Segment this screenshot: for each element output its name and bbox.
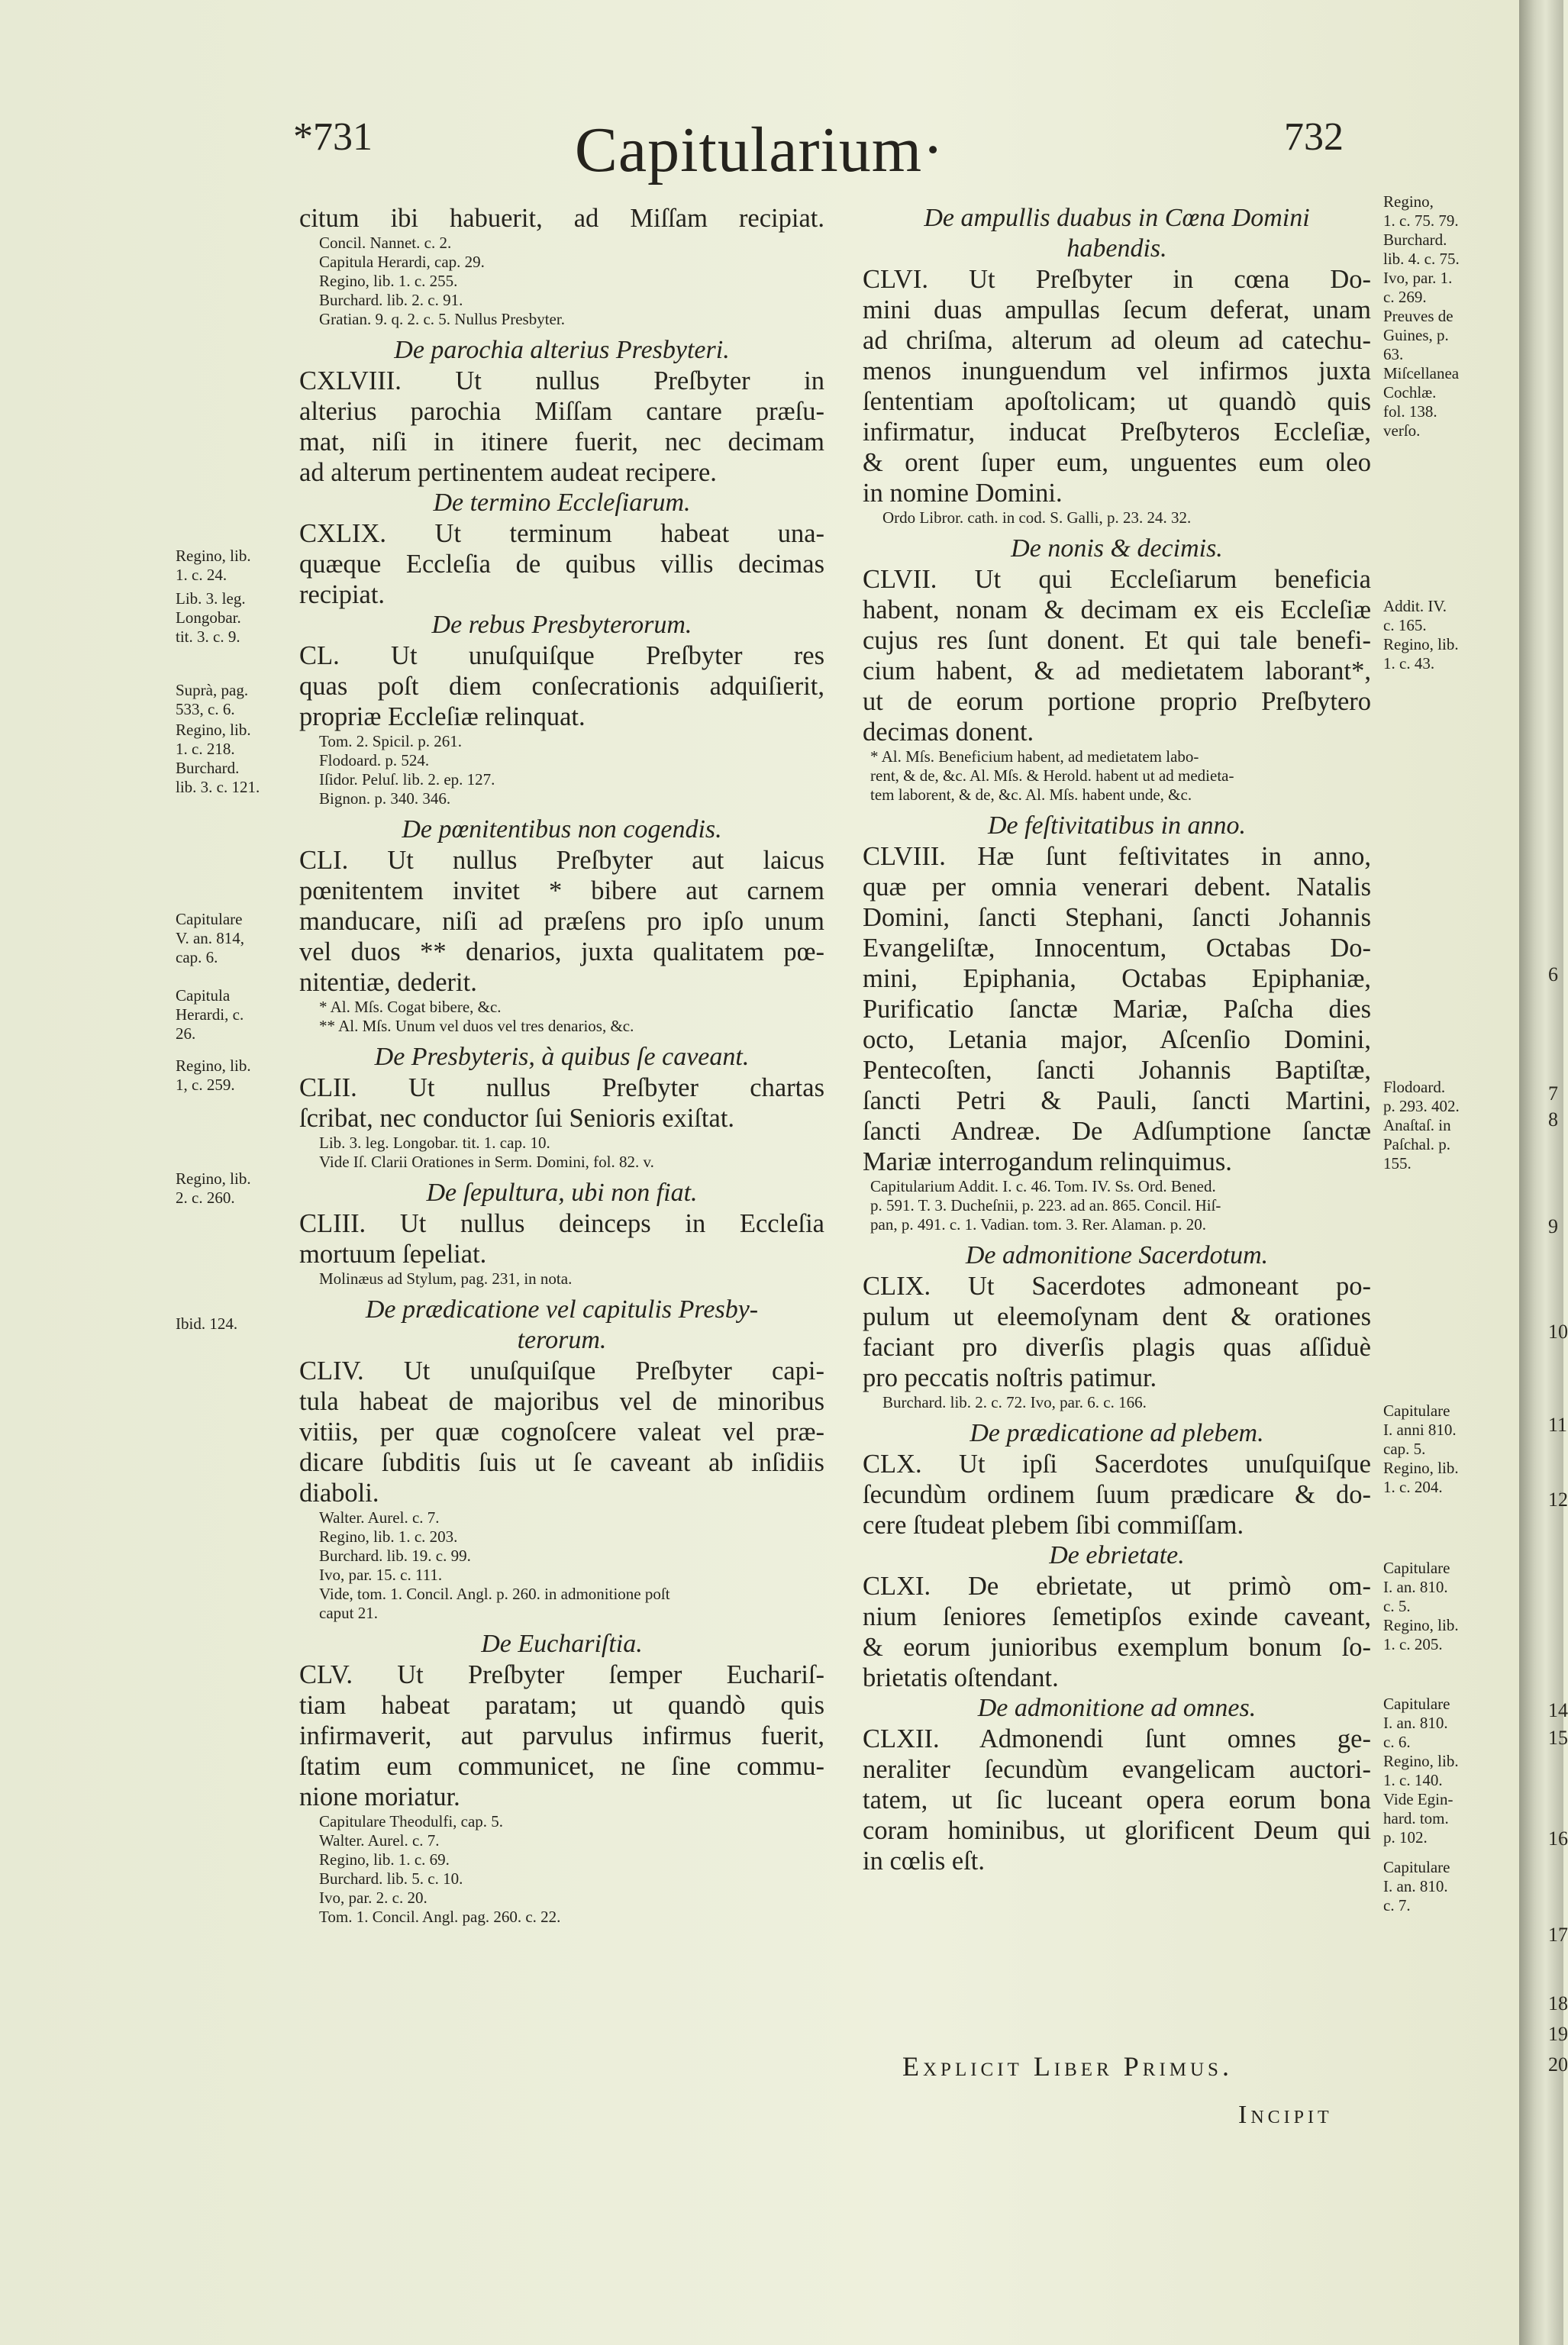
section-heading: De parochia alterius Presbyteri. xyxy=(394,336,730,364)
text-line: pœnitentem invitet * bibere aut carnem xyxy=(299,876,824,905)
citation-note: Regino, lib. 1. c. 203. xyxy=(319,1527,458,1546)
text-line: alterius parochia Miſſam cantare præſu- xyxy=(299,397,824,426)
margin-reference-line: 26. xyxy=(176,1024,196,1043)
text-line: recipiat. xyxy=(299,580,386,609)
text-line: & eorum junioribus exemplum bonum ſo- xyxy=(863,1633,1371,1662)
citation-note: Burchard. lib. 2. c. 72. Ivo, par. 6. c. 166. xyxy=(882,1393,1147,1411)
text-line: Pentecoſten, ſancti Johannis Baptiſtæ, xyxy=(863,1056,1371,1085)
margin-reference-line: I. an. 810. xyxy=(1383,1714,1448,1732)
citation-note: Burchard. lib. 19. c. 99. xyxy=(319,1547,471,1565)
citation-note: Ivo, par. 15. c. 111. xyxy=(319,1566,443,1584)
citation-note: Bignon. p. 340. 346. xyxy=(319,789,451,808)
margin-reference-line: 533, c. 6. xyxy=(176,700,235,718)
margin-reference xyxy=(176,589,246,647)
citation-note: Lib. 3. leg. Longobar. tit. 1. cap. 10. xyxy=(319,1134,550,1152)
catchword: Incipit xyxy=(1238,2101,1333,2129)
margin-reference xyxy=(176,547,251,585)
section-heading: De nonis & decimis. xyxy=(1011,534,1223,563)
margin-reference-line: Regino, xyxy=(1383,192,1434,211)
margin-reference-line: V. an. 814, xyxy=(176,929,245,947)
section-heading: De admonitione ad omnes. xyxy=(977,1694,1257,1722)
margin-reference-line: c. 7. xyxy=(1383,1896,1411,1914)
margin-reference xyxy=(176,1314,237,1334)
margin-reference-line: 1. c. 218. xyxy=(176,740,235,758)
citation-note: rent, & de, &c. Al. Mſs. & Herold. habent ut ad medieta- xyxy=(870,766,1234,785)
margin-reference-line: Ibid. 124. xyxy=(176,1314,238,1333)
text-line: vitiis, per quæ cognoſcere valeat vel præ- xyxy=(299,1418,824,1447)
margin-reference-line: Anaſtaſ. in xyxy=(1383,1116,1451,1134)
margin-reference xyxy=(176,910,244,967)
text-line: propriæ Eccleſiæ relinquat. xyxy=(299,702,586,731)
margin-reference-line: Longobar. xyxy=(176,608,241,627)
margin-reference-line: cap. 6. xyxy=(176,948,218,966)
text-line: ſecundùm ordinem ſuum prædicare & do- xyxy=(863,1480,1371,1509)
text-line: ut de eorum portione proprio Preſbytero xyxy=(863,687,1371,716)
text-line: CLX. Ut ipſi Sacerdotes unuſquiſque xyxy=(863,1450,1371,1479)
text-line: cere ſtudeat plebem ſibi commiſſam. xyxy=(863,1511,1244,1540)
margin-reference-line: Regino, lib. xyxy=(176,1169,251,1188)
margin-reference-line: Burchard. xyxy=(176,759,240,777)
running-title: Capitularium· xyxy=(574,115,945,185)
edge-line-number: 9 xyxy=(1548,1215,1558,1237)
text-line: faciant pro diverſis plagis quas aſſiduè xyxy=(863,1333,1371,1362)
text-line: CLVIII. Hæ ſunt feſtivitates in anno, xyxy=(863,842,1371,871)
margin-reference-line: Regino, lib. xyxy=(1383,1459,1459,1477)
citation-note: Vide, tom. 1. Concil. Angl. p. 260. in admonitione poſt xyxy=(319,1585,670,1603)
text-line: CLIX. Ut Sacerdotes admoneant po- xyxy=(863,1272,1371,1301)
citation-note: Burchard. lib. 5. c. 10. xyxy=(319,1869,463,1888)
edge-line-number: 14 xyxy=(1548,1699,1568,1721)
section-heading: De ebrietate. xyxy=(1049,1541,1185,1569)
margin-reference-line: Regino, lib. xyxy=(176,721,251,739)
edge-line-number: 8 xyxy=(1548,1108,1558,1131)
text-line: quæ per omnia venerari debent. Natalis xyxy=(863,873,1371,902)
margin-reference-line: Vide Egin- xyxy=(1383,1790,1453,1808)
citation-note: Gratian. 9. q. 2. c. 5. Nullus Presbyter. xyxy=(319,310,565,328)
margin-reference-line: fol. 138. xyxy=(1383,402,1437,421)
margin-reference-line: Capitulare xyxy=(176,910,243,928)
margin-reference-line: 63. xyxy=(1383,345,1404,363)
citation-note: * Al. Mſs. Beneficium habent, ad medietatem labo- xyxy=(870,747,1199,766)
margin-reference-line: lib. 4. c. 75. xyxy=(1383,250,1460,268)
text-line: Domini, ſancti Stephani, ſancti Johannis xyxy=(863,903,1371,932)
citation-note: Vide Iſ. Clarii Orationes in Serm. Domini, fol. 82. v. xyxy=(319,1153,654,1171)
margin-reference-line: I. anni 810. xyxy=(1383,1421,1457,1439)
margin-reference xyxy=(1383,1402,1459,1497)
section-heading: De prædicatione vel capitulis Presby- xyxy=(365,1295,759,1324)
margin-reference-line: Herardi, c. xyxy=(176,1005,244,1024)
text-line: ad chriſma, alterum ad oleum ad catechu- xyxy=(863,326,1371,355)
citation-note: Ordo Libror. cath. in cod. S. Galli, p. 23. 24. 32. xyxy=(882,508,1192,527)
citation-note: Iſidor. Peluſ. lib. 2. ep. 127. xyxy=(319,770,495,789)
margin-reference-line: 1, c. 259. xyxy=(176,1076,235,1094)
margin-reference-line: Paſchal. p. xyxy=(1383,1135,1451,1153)
citation-note: Capitularium Addit. I. c. 46. Tom. IV. Ss. Ord. Bened. xyxy=(870,1177,1216,1195)
margin-reference-line: 2. c. 260. xyxy=(176,1189,235,1207)
text-line: ſancti Petri & Pauli, ſancti Martini, xyxy=(863,1086,1371,1115)
margin-reference-line: Lib. 3. leg. xyxy=(176,589,246,608)
margin-reference xyxy=(176,721,260,797)
margin-reference xyxy=(176,986,244,1043)
text-line: diaboli. xyxy=(299,1479,379,1508)
text-line: pulum ut eleemoſynam dent & orationes xyxy=(863,1302,1371,1331)
text-line: nium ſeniores ſemetipſos exinde caveant, xyxy=(863,1602,1371,1631)
margin-reference-line: 1. c. 140. xyxy=(1383,1771,1443,1789)
text-line: ſcribat, nec conductor ſui Senioris exiſtat. xyxy=(299,1104,735,1133)
text-line: CXLVIII. Ut nullus Preſbyter in xyxy=(299,366,824,395)
margin-reference-line: p. 293. 402. xyxy=(1383,1097,1460,1115)
text-line: mortuum ſepeliat. xyxy=(299,1240,487,1269)
text-line: coram hominibus, ut glorificent Deum qui xyxy=(863,1816,1371,1845)
edge-line-number: 16 xyxy=(1548,1827,1568,1850)
margin-reference-line: 1. c. 43. xyxy=(1383,654,1435,673)
text-line: CLXII. Admonendi ſunt omnes ge- xyxy=(863,1724,1371,1753)
citation-note: Walter. Aurel. c. 7. xyxy=(319,1508,440,1527)
section-heading: De rebus Presbyterorum. xyxy=(431,611,692,639)
margin-reference xyxy=(1383,1695,1459,1847)
text-line: CLXI. De ebrietate, ut primò om- xyxy=(863,1572,1371,1601)
explicit-line: Explicit Liber Primus. xyxy=(902,2051,1233,2082)
text-line: in cœlis eſt. xyxy=(863,1847,986,1876)
margin-reference-line: hard. tom. xyxy=(1383,1809,1449,1827)
margin-reference-line: verſo. xyxy=(1383,421,1421,440)
margin-reference xyxy=(1383,1078,1460,1173)
citation-note: Walter. Aurel. c. 7. xyxy=(319,1831,440,1850)
text-line: nione moriatur. xyxy=(299,1782,460,1811)
margin-reference-line: I. an. 810. xyxy=(1383,1877,1448,1895)
margin-reference-line: Regino, lib. xyxy=(1383,635,1459,653)
text-line: infirmatur, inducat Preſbyteros Eccleſiæ, xyxy=(863,418,1371,447)
left-text-column xyxy=(299,203,824,1927)
citation-note: Ivo, par. 2. c. 20. xyxy=(319,1889,427,1907)
text-line: brietatis oſtendant. xyxy=(863,1663,1059,1692)
text-line: CLVI. Ut Preſbyter in cœna Do- xyxy=(863,265,1371,294)
margin-reference-line: p. 102. xyxy=(1383,1828,1428,1847)
text-line: mat, niſi in itinere fuerit, nec decimam xyxy=(299,427,824,456)
margin-reference-line: 1. c. 24. xyxy=(176,566,227,584)
text-line: octo, Letania major, Aſcenſio Domini, xyxy=(863,1025,1371,1054)
text-line: tula habeat de majoribus vel de minoribus xyxy=(299,1387,824,1416)
margin-reference-line: c. 6. xyxy=(1383,1733,1411,1751)
text-line: dicare ſubditis ſuis ut ſe caveant ab inſidiis xyxy=(299,1448,824,1477)
margin-reference-line: Capitulare xyxy=(1383,1858,1450,1876)
section-heading: De ampullis duabus in Cœna Domini xyxy=(924,204,1310,232)
margin-reference-line: 1. c. 75. 79. xyxy=(1383,211,1459,230)
edge-line-number: 20 xyxy=(1548,2053,1568,2076)
margin-reference-line: c. 269. xyxy=(1383,288,1427,306)
right-text-column xyxy=(863,203,1371,1876)
margin-reference-line: lib. 3. c. 121. xyxy=(176,778,260,796)
margin-reference-line: tit. 3. c. 9. xyxy=(176,627,240,646)
citation-note: Tom. 1. Concil. Angl. pag. 260. c. 22. xyxy=(319,1908,561,1926)
text-line: tiam habeat paratam; ut quandò quis xyxy=(299,1691,824,1720)
text-line: cium habent, & ad medietatem laborant*, xyxy=(863,656,1371,685)
text-line: CLIV. Ut unuſquiſque Preſbyter capi- xyxy=(299,1356,824,1385)
citation-note: pan, p. 491. c. 1. Vadian. tom. 3. Rer. Alaman. p. 20. xyxy=(870,1215,1206,1234)
section-heading: De pœnitentibus non cogendis. xyxy=(402,815,722,843)
text-line: CXLIX. Ut terminum habeat una- xyxy=(299,519,824,548)
citation-note: Flodoard. p. 524. xyxy=(319,751,430,769)
section-heading: De termino Eccleſiarum. xyxy=(433,489,691,517)
section-heading: habendis. xyxy=(1066,234,1167,263)
margin-reference xyxy=(1383,1858,1450,1915)
margin-reference-line: Capitulare xyxy=(1383,1695,1450,1713)
margin-reference-line: Capitulare xyxy=(1383,1559,1450,1577)
margin-reference-line: Ivo, par. 1. xyxy=(1383,269,1453,287)
margin-reference-line: Regino, lib. xyxy=(1383,1752,1459,1770)
edge-line-number: 17 xyxy=(1548,1924,1568,1946)
edge-line-number: 12 xyxy=(1548,1489,1568,1511)
citation-note: p. 591. T. 3. Ducheſnii, p. 223. ad an. 865. Concil. Hiſ- xyxy=(870,1196,1221,1214)
margin-reference xyxy=(176,1169,251,1208)
citation-note: tem laborent, & de, &c. Al. Mſs. habent unde, &c. xyxy=(870,785,1192,804)
citation-note: Molinæus ad Stylum, pag. 231, in nota. xyxy=(319,1269,573,1288)
section-heading: De prædicatione ad plebem. xyxy=(970,1419,1264,1447)
text-line: pro peccatis noſtris patimur. xyxy=(863,1363,1157,1392)
margin-reference-line: 1. c. 205. xyxy=(1383,1635,1443,1653)
margin-reference-line: Regino, lib. xyxy=(176,547,251,565)
section-heading: De admonitione Sacerdotum. xyxy=(965,1241,1269,1269)
margin-reference-line: 155. xyxy=(1383,1154,1412,1172)
text-line: mini duas ampullas ſecum deferat, unam xyxy=(863,295,1371,324)
margin-reference-line: c. 165. xyxy=(1383,616,1427,634)
citation-note: Tom. 2. Spicil. p. 261. xyxy=(319,732,462,750)
edge-line-number: 11 xyxy=(1548,1414,1568,1436)
text-line: neraliter ſecundùm evangelicam auctori- xyxy=(863,1755,1371,1784)
margin-reference-line: Suprà, pag. xyxy=(176,681,249,699)
citation-note: Capitula Herardi, cap. 29. xyxy=(319,253,485,271)
text-line: habent, nonam & decimam ex eis Eccleſiæ xyxy=(863,595,1371,624)
text-line: CLIII. Ut nullus deinceps in Eccleſia xyxy=(299,1209,824,1238)
margin-reference xyxy=(1383,1559,1459,1654)
text-line: CLI. Ut nullus Preſbyter aut laicus xyxy=(299,846,824,875)
page-number-right: 732 xyxy=(1284,115,1344,159)
citation-note: Burchard. lib. 2. c. 91. xyxy=(319,291,463,309)
citation-note: Capitulare Theodulfi, cap. 5. xyxy=(319,1812,504,1831)
page-number-left: *731 xyxy=(293,115,373,159)
section-heading: De feſtivitatibus in anno. xyxy=(987,811,1247,840)
edge-line-number: 19 xyxy=(1548,2023,1568,2045)
margin-reference-line: Preuves de xyxy=(1383,307,1453,325)
text-line: CLV. Ut Preſbyter ſemper Euchariſ- xyxy=(299,1660,824,1689)
text-line: tatem, ut ſic luceant opera eorum bona xyxy=(863,1785,1371,1814)
margin-reference-line: Cochlæ. xyxy=(1383,383,1437,402)
text-line: CLII. Ut nullus Preſbyter chartas xyxy=(299,1073,824,1102)
citation-note: * Al. Mſs. Cogat bibere, &c. xyxy=(319,998,502,1016)
margin-reference xyxy=(176,1056,251,1095)
margin-reference-line: Regino, lib. xyxy=(1383,1616,1459,1634)
text-line: vel duos ** denarios, juxta qualitatem pœ- xyxy=(299,937,824,966)
edge-line-number: 6 xyxy=(1548,963,1558,985)
margin-reference xyxy=(1383,192,1460,440)
edge-line-number: 15 xyxy=(1548,1727,1568,1749)
text-line: menos inunguendum vel infirmos juxta xyxy=(863,356,1371,385)
margin-reference-line: cap. 5. xyxy=(1383,1440,1426,1458)
text-line: decimas donent. xyxy=(863,718,1034,747)
citation-note: Regino, lib. 1. c. 69. xyxy=(319,1850,450,1869)
edge-line-number: 10 xyxy=(1548,1321,1568,1343)
margin-reference xyxy=(176,681,248,719)
margin-reference-line: I. an. 810. xyxy=(1383,1578,1448,1596)
section-heading: De Presbyteris, à quibus ſe caveant. xyxy=(374,1043,750,1071)
text-line: mini, Epiphania, Octabas Epiphaniæ, xyxy=(863,964,1371,993)
text-line: Purificatio ſanctæ Mariæ, Paſcha dies xyxy=(863,995,1371,1024)
text-line: ad alterum pertinentem audeat recipere. xyxy=(299,458,717,487)
edge-line-number: 7 xyxy=(1548,1082,1558,1105)
text-line: ſententiam apoſtolicam; ut quandò quis xyxy=(863,387,1371,416)
text-line: in nomine Domini. xyxy=(863,479,1063,508)
margin-reference-line: c. 5. xyxy=(1383,1597,1411,1615)
section-heading: terorum. xyxy=(517,1326,607,1354)
text-line: ſtatim eum communicet, ne ſine commu- xyxy=(299,1752,824,1781)
text-line: quæque Eccleſia de quibus villis decimas xyxy=(299,550,824,579)
citation-note: Concil. Nannet. c. 2. xyxy=(319,234,452,252)
text-line: & orent ſuper eum, unguentes eum oleo xyxy=(863,448,1371,477)
text-line: manducare, niſi ad præſens pro ipſo unum xyxy=(299,907,824,936)
text-line: Mariæ interrogandum relinquimus. xyxy=(863,1147,1232,1176)
text-line: CLVII. Ut qui Eccleſiarum beneficia xyxy=(863,565,1371,594)
text-line: infirmaverit, aut parvulus infirmus fuerit, xyxy=(299,1721,824,1750)
margin-reference-line: Burchard. xyxy=(1383,231,1447,249)
margin-reference-line: 1. c. 204. xyxy=(1383,1478,1443,1496)
margin-reference-line: Capitulare xyxy=(1383,1402,1450,1420)
margin-reference xyxy=(1383,597,1459,673)
text-line: citum ibi habuerit, ad Miſſam recipiat. xyxy=(299,204,824,233)
citation-note: ** Al. Mſs. Unum vel duos vel tres denarios, &c. xyxy=(319,1017,634,1035)
text-line: cujus res ſunt donent. Et qui tale benefi- xyxy=(863,626,1371,655)
margin-reference-line: Flodoard. xyxy=(1383,1078,1446,1096)
citation-note: Regino, lib. 1. c. 255. xyxy=(319,272,458,290)
citation-note: caput 21. xyxy=(319,1604,378,1622)
text-line: quas poſt diem conſecrationis adquiſierit, xyxy=(299,672,824,701)
edge-line-number: 18 xyxy=(1548,1992,1568,2014)
margin-reference-line: Capitula xyxy=(176,986,231,1005)
section-heading: De Euchariſtia. xyxy=(481,1630,643,1658)
section-heading: De ſepultura, ubi non fiat. xyxy=(426,1179,698,1207)
margin-reference-line: Regino, lib. xyxy=(176,1056,251,1075)
text-line: ſancti Andreæ. De Adſumptione ſanctæ xyxy=(863,1117,1371,1146)
margin-reference-line: Guines, p. xyxy=(1383,326,1449,344)
margin-reference-line: Miſcellanea xyxy=(1383,364,1460,382)
text-line: nitentiæ, dederit. xyxy=(299,968,477,997)
text-line: Evangeliſtæ, Innocentum, Octabas Do- xyxy=(863,934,1371,963)
margin-reference-line: Addit. IV. xyxy=(1383,597,1447,615)
text-line: CL. Ut unuſquiſque Preſbyter res xyxy=(299,641,824,670)
